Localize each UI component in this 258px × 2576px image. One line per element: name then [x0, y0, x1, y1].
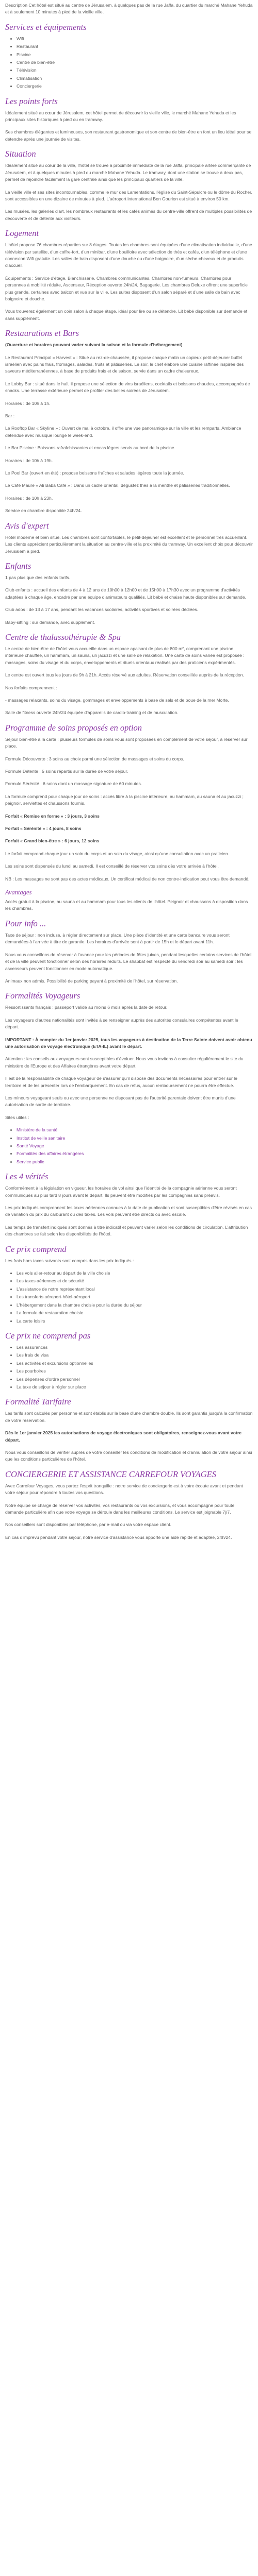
link-affaires-etrangeres[interactable]: Formalités des affaires étrangères: [17, 1151, 84, 1157]
paragraph: Le forfait comprend chaque jour un soin du corps et un soin du visage, ainsi qu'une consultation avec un praticien.: [5, 851, 229, 856]
paragraph: Le Café Maure « Ali Baba Café » : Dans un cadre oriental, dégustez thés à la menthe et pâtisseries traditionnelles.: [5, 483, 230, 488]
paragraph: Taxe de séjour : non incluse, à régler directement sur place. Une pièce d'identité et une carte bancaire vous seront demandées à l'arrivée à titre de garantie. Les horaires d'arrivée sont à partir de 15h et le départ avant 11h.: [5, 932, 230, 945]
list-item: • Les taxes aériennes et de sécurité: [17, 1278, 253, 1284]
list-item: [17, 1150, 253, 1157]
paragraph: 1 pas plus que des enfants tarifs.: [5, 574, 71, 580]
paragraph: Ses chambres élégantes et lumineuses, son restaurant gastronomique et son centre de bien-être en font un lieu idéal pour se détendre après une journée de visites.: [5, 129, 252, 142]
paragraph: Service en chambre disponible 24h/24.: [5, 508, 82, 514]
list-item: • Wifi: [17, 36, 253, 42]
list-item: • La carte loisirs: [17, 1318, 253, 1325]
paragraph: Formule Détente : 5 soins répartis sur la durée de votre séjour.: [5, 769, 128, 774]
paragraph: Horaires : de 10h à 1h.: [5, 400, 51, 406]
section-title-bien-etre: Centre de thalassothérapie & Spa: [5, 632, 121, 642]
paragraph: Séjour bien-être à la carte : plusieurs formules de soins vous sont proposées en complément de votre séjour, à réserver sur place.: [5, 736, 248, 749]
paragraph: Animaux non admis. Possibilité de parking payant à proximité de l'hôtel, sur réservation.: [5, 978, 178, 984]
list-item: • Piscine: [17, 52, 253, 58]
section-title-prix-exclut: Ce prix ne comprend pas: [5, 1330, 91, 1341]
paragraph: Notre équipe se charge de réserver vos activités, vos restaurants ou vos excursions, et vous accompagne pour toute demande particulière afin que votre voyage se déroule dans les meilleures conditions. Le service est joignable 7j/7.: [5, 1502, 235, 1515]
list-item: • Les dépenses d'ordre personnel: [17, 1376, 253, 1383]
paragraph-bold: IMPORTANT : À compter du 1er janvier 2025, tous les voyageurs à destination de la Terre Sainte doivent avoir obtenu une autorisation de voyage électronique (ETA-IL) avant le départ.: [5, 1037, 252, 1049]
list-item: • Les transferts aéroport-hôtel-aéroport: [17, 1294, 253, 1300]
paragraph: Le Restaurant Principal « Harvest » : Situé au rez-de-chaussée, il propose chaque matin un copieux petit-déjeuner buffet israélien avec pains frais, fromages, salades, fruits et pâtisseries. Le soir, le chef élabore une cuisine raffinée inspirée des saveurs méditerranéennes, à base de produits frais et de saison, servie dans un cadre chaleureux.: [5, 354, 244, 374]
paragraph: Le Rooftop Bar « Skyline » : Ouvert de mai à octobre, il offre une vue panoramique sur la ville et les remparts. Ambiance détendue avec musique lounge le week-end.: [5, 426, 241, 438]
section-title-situation: Situation: [5, 149, 36, 159]
list-item: • Les vols aller-retour au départ de la ville choisie: [17, 1270, 253, 1277]
link-ministere-sante[interactable]: Ministère de la santé: [17, 1127, 58, 1133]
list-item: [17, 1159, 253, 1165]
list-item: • L'assistance de notre représentant local: [17, 1286, 253, 1293]
section-title-points-forts: Les points forts: [5, 96, 58, 106]
paragraph-bold: Forfait « Sérénité » : 4 jours, 8 soins: [5, 826, 82, 832]
paragraph: Bar :: [5, 413, 15, 419]
paragraph: Horaires : de 10h à 19h.: [5, 457, 53, 463]
paragraph-bold: Forfait « Remise en forme » : 3 jours, 3 soins: [5, 813, 100, 819]
list-item: • Conciergerie: [17, 83, 253, 90]
paragraph: Club ados : de 13 à 17 ans, pendant les vacances scolaires, activités sportives et soirées dédiées.: [5, 607, 199, 613]
list-item: [17, 1143, 253, 1149]
paragraph-bold: Forfait « Grand bien-être » : 6 jours, 12 soins: [5, 838, 100, 844]
paragraph: Baby-sitting : sur demande, avec supplément.: [5, 619, 95, 625]
paragraph: Les voyageurs d'autres nationalités sont invités à se renseigner auprès des autorités consulaires compétentes avant le départ.: [5, 1017, 238, 1030]
paragraph: Salle de fitness ouverte 24h/24 équipée d'appareils de cardio-training et de musculation.: [5, 710, 179, 716]
link-service-public[interactable]: Service public: [17, 1159, 44, 1164]
section-title-conciergerie: CONCIERGERIE ET ASSISTANCE CARREFOUR VOYAGES: [5, 1469, 216, 1479]
paragraph: La formule comprend pour chaque jour de soins : accès libre à la piscine intérieure, au hammam, au sauna et au jacuzzi ; peignoir, serviettes et chaussons fournis.: [5, 793, 244, 806]
paragraph: Nous vous conseillons de réserver à l'avance pour les périodes de fêtes juives, pendant lesquelles certains services de l'hôtel et de la ville peuvent fonctionner selon des horaires réduits. Le shabbat est respecté du vendredi soir au samedi soir : les ascenseurs peuvent fonctionner en mode automatique.: [5, 952, 252, 971]
paragraph: Avec Carrefour Voyages, vous partez l'esprit tranquille : notre service de conciergerie est à votre écoute avant et pendant votre séjour pour répondre à toutes vos questions.: [5, 1483, 244, 1496]
list-item: [17, 1127, 253, 1133]
useful-links-list: [5, 1127, 253, 1165]
paragraph: Conformément à la législation en vigueur, les horaires de vol ainsi que l'identité de la compagnie aérienne vous seront communiqués au plus tard 8 jours avant le départ. Ils peuvent être modifiés par les compagnies sans préavis.: [5, 1185, 237, 1198]
paragraph: Équipements : Service d'étage, Blanchisserie, Chambres communicantes, Chambres non-fumeurs, Chambres pour personnes à mobilité réduite, Ascenseur, Réception ouverte 24h/24, Bagagerie. Les chambres Deluxe offrent une superficie plus grande, certaines avec balcon et vue sur la ville. Les suites disposent d'un salon séparé et d'une salle de bain avec baignoire et douche.: [5, 275, 248, 301]
list-item: [17, 1135, 253, 1142]
section-title-pour-info: Pour info ...: [5, 918, 46, 928]
paragraph: Attention : les conseils aux voyageurs sont susceptibles d'évoluer. Nous vous invitons à consulter régulièrement le site du ministère de l'Europe et des Affaires étrangères avant votre départ.: [5, 1056, 244, 1069]
paragraph: Les tarifs sont calculés par personne et sont établis sur la base d'une chambre double. Ils sont garantis jusqu'à la confirmation de votre réservation.: [5, 1411, 253, 1423]
paragraph: Le centre de bien-être de l'hôtel vous accueille dans un espace apaisant de plus de 800 m², comprenant une piscine intérieure chauffée, un hammam, un sauna, un jacuzzi et une salle de relaxation. Une carte de soins variée est proposée : massages, soins du visage et du corps, enveloppements et rituels orientaux réalisés par des praticiens expérimentés.: [5, 646, 245, 665]
paragraph: Le Pool Bar (ouvert en été) : propose boissons fraîches et salades légères toute la journée.: [5, 470, 184, 476]
paragraph: Il est de la responsabilité de chaque voyageur de s'assurer qu'il dispose des documents nécessaires pour entrer sur le territoire et de les présenter lors de l'embarquement. En cas de refus, aucun remboursement ne pourra être effectué.: [5, 1076, 237, 1088]
paragraph: Ressortissants français : passeport valide au moins 6 mois après la date de retour.: [5, 1005, 168, 1010]
paragraph: Vous trouverez également un coin salon à chaque étage, idéal pour lire ou se détendre. Lit bébé disponible sur demande et sans supplément.: [5, 309, 248, 321]
section-title-logement: Logement: [5, 228, 39, 239]
list-item: • La taxe de séjour à régler sur place: [17, 1384, 253, 1391]
section-title-enfants: Enfants: [5, 561, 31, 571]
intro-text: Description Cet hôtel est situé au centre de Jérusalem, à quelques pas de la rue Jaffa, du quartier du marché Mahane Yehuda et à seulement 10 minutes à pied de la vieille ville.: [5, 3, 253, 15]
section-title-vols: Les 4 vérités: [5, 1172, 49, 1182]
link-veille-sanitaire[interactable]: Institut de veille sanitaire: [17, 1135, 66, 1141]
paragraph: Le Bar Piscine : Boissons rafraîchissantes et encas légers servis au bord de la piscine.: [5, 445, 176, 451]
paragraph: Les mineurs voyageant seuls ou avec une personne ne disposant pas de l'autorité parentale doivent être munis d'une autorisation de sortie de territoire.: [5, 1095, 236, 1108]
paragraph: Le Lobby Bar : situé dans le hall, il propose une sélection de vins israéliens, cocktails et boissons chaudes, accompagnés de snacks. Une terrasse extérieure permet de profiter des belles soirées de Jérusalem.: [5, 381, 250, 394]
list-item: • Télévision: [17, 67, 253, 74]
list-item: • Les pourboires: [17, 1368, 253, 1375]
included-list: [5, 1270, 253, 1325]
section-title-avantages: Avantages: [5, 889, 32, 896]
paragraph: Hôtel moderne et bien situé. Les chambres sont confortables, le petit-déjeuner est excellent et le personnel très accueillant. Les clients apprécient particulièrement la situation au centre-ville et la proximité du tramway. Un excellent choix pour découvrir Jérusalem à pied.: [5, 534, 253, 554]
excluded-list: [5, 1344, 253, 1391]
paragraph: En cas d'imprévu pendant votre séjour, notre service d'assistance vous apporte une aide rapide et adaptée, 24h/24.: [5, 1534, 232, 1540]
section-title-restauration: Restaurations et Bars: [5, 328, 79, 338]
list-item: • La formule de restauration choisie: [17, 1310, 253, 1316]
section-title-programme: Programme de soins proposés en option: [5, 722, 142, 733]
paragraph: Accès gratuit à la piscine, au sauna et au hammam pour tous les clients de l'hôtel. Peignoir et chaussons à disposition dans les chambres.: [5, 899, 248, 911]
paragraph: Idéalement situé au cœur de la ville, l'hôtel se trouve à proximité immédiate de la rue Jaffa, principale artère commerçante de Jérusalem, et à quelques minutes à pied du marché Mahane Yehuda. Le tramway, dont une station se trouve à deux pas, permet de rejoindre facilement la gare centrale ainsi que les principaux quartiers de la ville.: [5, 163, 251, 182]
list-item: • L'hébergement dans la chambre choisie pour la durée du séjour: [17, 1302, 253, 1309]
paragraph: Les prix indiqués comprennent les taxes aériennes connues à la date de publication et sont susceptibles d'être révisés en cas de variation du prix du carburant ou des taxes. Les vols peuvent être directs ou avec escale.: [5, 1205, 252, 1217]
paragraph: Les musées, les galeries d'art, les nombreux restaurants et les cafés animés du centre-ville offrent de multiples possibilités de découverte et de détente aux visiteurs.: [5, 209, 252, 221]
services-list: [5, 36, 253, 90]
paragraph: Nos conseillers sont disponibles par téléphone, par e-mail ou via votre espace client.: [5, 1522, 171, 1528]
link-sante-voyage[interactable]: Santé Voyage: [17, 1143, 44, 1148]
section-title-tarif: Formalité Tarifaire: [5, 1397, 71, 1407]
section-title-services: Services et équipements: [5, 22, 87, 32]
list-item: • Climatisation: [17, 75, 253, 82]
paragraph: La vieille ville et ses sites incontournables, comme le mur des Lamentations, l'église du Saint-Sépulcre ou le dôme du Rocher, sont accessibles en une dizaine de minutes à pied. L'aéroport international Ben Gourion est situé à environ 50 km.: [5, 189, 252, 201]
paragraph: Nos forfaits comprennent :: [5, 685, 57, 690]
paragraph: Les temps de transfert indiqués sont donnés à titre indicatif et peuvent varier selon les conditions de circulation. L'attribution des chambres se fait selon les disponibilités de l'hôtel.: [5, 1224, 248, 1237]
list-item: • Les activités et excursions optionnelles: [17, 1360, 253, 1367]
sites-heading: Sites utiles :: [5, 1114, 29, 1120]
paragraph-bold: Dès le 1er janvier 2025 les autorisations de voyage électroniques sont obligatoires, renseignez-vous avant votre départ.: [5, 1430, 242, 1443]
list-item: • Restaurant: [17, 43, 253, 50]
list-item: • Les frais de visa: [17, 1352, 253, 1359]
paragraph: NB : Les massages ne sont pas des actes médicaux. Un certificat médical de non contre-indication peut vous être demandé.: [5, 876, 250, 882]
paragraph: Nous vous conseillons de vérifier auprès de votre conseiller les conditions de modification et d'annulation de votre séjour ainsi que les conditions particulières de l'hôtel.: [5, 1449, 252, 1462]
paragraph: Horaires : de 10h à 23h.: [5, 495, 53, 501]
paragraph: Club enfants : accueil des enfants de 4 à 12 ans de 10h00 à 12h00 et de 15h00 à 17h30 avec un programme d'activités adaptées à chaque âge, encadré par une équipe d'animateurs qualifiés. Lit bébé et chaise haute disponibles sur demande.: [5, 587, 246, 600]
section-title-avis: Avis d'expert: [5, 520, 49, 531]
paragraph: Formule Sérénité : 6 soins dont un massage signature de 60 minutes.: [5, 781, 142, 787]
list-item: • Centre de bien-être: [17, 59, 253, 66]
paragraph: Les frais hors taxes suivants sont compris dans les prix indiqués :: [5, 1258, 134, 1263]
paragraph: Les soins sont dispensés du lundi au samedi. Il est conseillé de réserver vos soins dès votre arrivée à l'hôtel.: [5, 863, 219, 869]
list-item: • Les assurances: [17, 1344, 253, 1351]
paragraph: L'hôtel propose 76 chambres réparties sur 8 étages. Toutes les chambres sont équipées d'une climatisation individuelle, d'une télévision par satellite, d'un coffre-fort, d'un minibar, d'une bouilloire avec sélection de thés et cafés, d'un téléphone et d'une connexion Wifi gratuite. Les salles de bain disposent d'une douche ou d'une baignoire, d'un sèche-cheveux et de produits d'accueil.: [5, 242, 252, 268]
paragraph: Idéalement situé au cœur de Jérusalem, cet hôtel permet de découvrir la vieille ville, le marché Mahane Yehuda et les principaux sites historiques à pied ou en tramway.: [5, 110, 236, 123]
section-title-prix-comprend: Ce prix comprend: [5, 1244, 67, 1254]
paragraph: Le centre est ouvert tous les jours de 9h à 21h. Accès réservé aux adultes. Réservation conseillée auprès de la réception.: [5, 672, 244, 678]
paragraph: Formule Découverte : 3 soins au choix parmi une sélection de massages et soins du corps.: [5, 756, 184, 761]
section-title-formalites: Formalités Voyageurs: [5, 991, 80, 1001]
paragraph-note: (Ouverture et horaires pouvant varier suivant la saison et la formule d'hébergement): [5, 342, 183, 348]
paragraph: - massages relaxants, soins du visage, gommages et enveloppements à base de sels et de boue de la mer Morte.: [5, 697, 229, 703]
